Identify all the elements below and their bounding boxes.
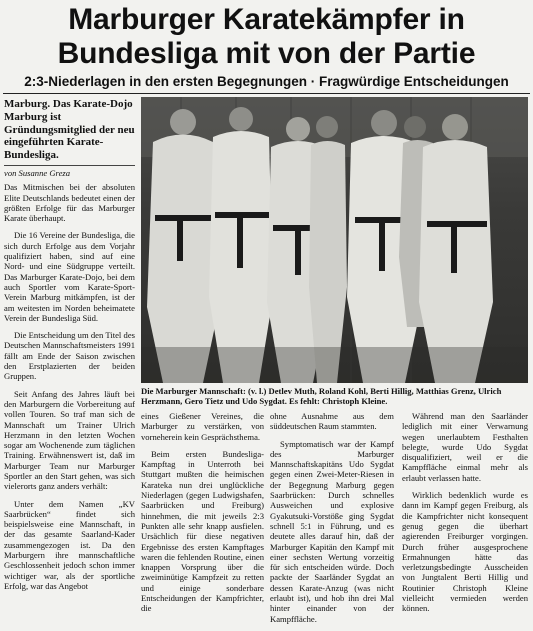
team-photo	[141, 97, 528, 383]
header-rule	[3, 93, 530, 94]
paragraph: Unter dem Namen „KV Saarbrücken“ findet sich beispielsweise eine Mannschaft, in der das gesamte Saarland-Kader zusammengezogen ist. Da den Marburgern ihre mannschaftliche Geschlossenheit jedoch schon immer wichtiger war, als der sportliche Erfolg, war das Angebot	[4, 498, 135, 591]
byline: von Susanne Greza	[4, 165, 135, 178]
paragraph: Während man den Saarländer lediglich mit einer Verwarnung wegen unerlaubtem Festhalten belegte, wurde Udo Sygdat disqualifiziert, weil er die Kampffläche einmal mehr als erlaubt verlassen hatte.	[402, 411, 528, 483]
paragraph: Das Mitmischen bei der absoluten Elite Deutschlands bedeutet einen der größten Erfolge für das Marburger Karate überhaupt.	[4, 182, 135, 224]
subheadline: 2:3-Niederlagen in den ersten Begegnungen · Fragwürdige Entscheidungen	[24, 74, 509, 89]
column-2	[141, 411, 264, 621]
headline-line-2: Bundesliga mit von der Partie	[57, 37, 476, 70]
lead-paragraph: Marburg. Das Karate-Dojo Marburg ist Gründungsmitglied der neu eingeführten Karate-Bundesliga.	[4, 98, 135, 162]
paragraph: ohne Ausnahme aus dem süddeutschen Raum stammten.	[270, 411, 394, 432]
column-4	[402, 411, 528, 621]
paragraph: Wirklich bedenklich wurde es dann im Kampf gegen Freiburg, als die Kampfrichter nicht konsequent genug gegen die überhart agierenden Freiburger vorgingen. Durch früher ausgesprochene Ermahnungen hätte das verletzungsbedingte Ausscheiden von Jungtalent Berti Hillig und Routinier Christoph Kleine vielleicht vermieden werden können.	[402, 490, 528, 614]
photo-caption: Die Marburger Mannschaft: (v. l.) Detlev Muth, Roland Kohl, Berti Hillig, Matthias Grenz, Ulrich Herzmann, Gero Tietz und Udo Sygdat. Es fehlt: Christoph Kleine.	[141, 386, 502, 407]
paragraph: Symptomatisch war der Kampf des Marburger Mannschaftskapitäns Udo Sygdat gegen einen Zwei-Meter-Riesen in der Begegnung Marburg gegen Saarbrücken: Durch schnelles Ausweichen und explosive Gyakutsuki-Vorstöße ging Sygdat schnell 5:1 in Führung, und es deutete alles darauf hin, daß der Marburger Kapitän den Kampf mit einer sechsten Wertung vorzeitig für sich entscheiden würde. Doch packte der Saarländer Sygdat an dessen Karate-Anzug (was nicht erlaubt ist), und hob ihn drei Mal hinter einander von der Kampffläche.	[270, 438, 394, 624]
paragraph: eines Gießener Vereines, die Marburger zu verstärken, von vorneherein kein Gesprächsthema.	[141, 411, 264, 442]
paragraph: Die 16 Vereine der Bundesliga, die sich durch Erfolge aus dem Vorjahr qualifiziert haben, sind auf eine Nord- und eine Südgruppe verteilt. Das Marburger Karate-Dojo, bei dem auch Sportler vom Karate-Sport-Verein Marburg mitkämpfen, ist der am weitesten im Norden beheimatete Verein der Bundesliga Süd.	[4, 230, 135, 323]
headline-line-1: Marburger Karatekämpfer in	[68, 3, 465, 36]
paragraph: Die Entscheidung um den Titel des Deutschen Mannschaftsmeisters 1991 fällt am Ende der Saison zwischen den Erstplazierten der beiden Gruppen.	[4, 330, 135, 382]
column-1	[4, 98, 135, 598]
paragraph: Beim ersten Bundesliga-Kampftag in Unterroth bei Stuttgart mußten die heimischen Karateka nun drei unglückliche Niederlagen (gegen Ludwigshafen, Saarbrücken und Freiburg) hinnehmen, die mit jeweils 2:3 Punkten alle sehr knapp ausfielen. Ursächlich für diese negativen Ergebnisse des ersten Kampftages waren die fehlenden Routine, einen knappen Vorsprung über die zweiminütige Kampfzeit zu retten und einige sonderbare Entscheidungen der Kampfrichter, die	[141, 448, 264, 614]
paragraph: Seit Anfang des Jahres läuft bei den Marburgern die Vorbereitung auf vollen Touren. So traf man sich de Mannschaft um Trainer Ulrich Herzmann in den letzten Wochen sogar am Wochenende zum täglichen Training. Erwähnenswert ist, daß im Marburger Team nur Marburger Sportler an den Start gehen, was sich vielerorts ganz anders verhält:	[4, 388, 135, 492]
column-3	[270, 411, 394, 631]
